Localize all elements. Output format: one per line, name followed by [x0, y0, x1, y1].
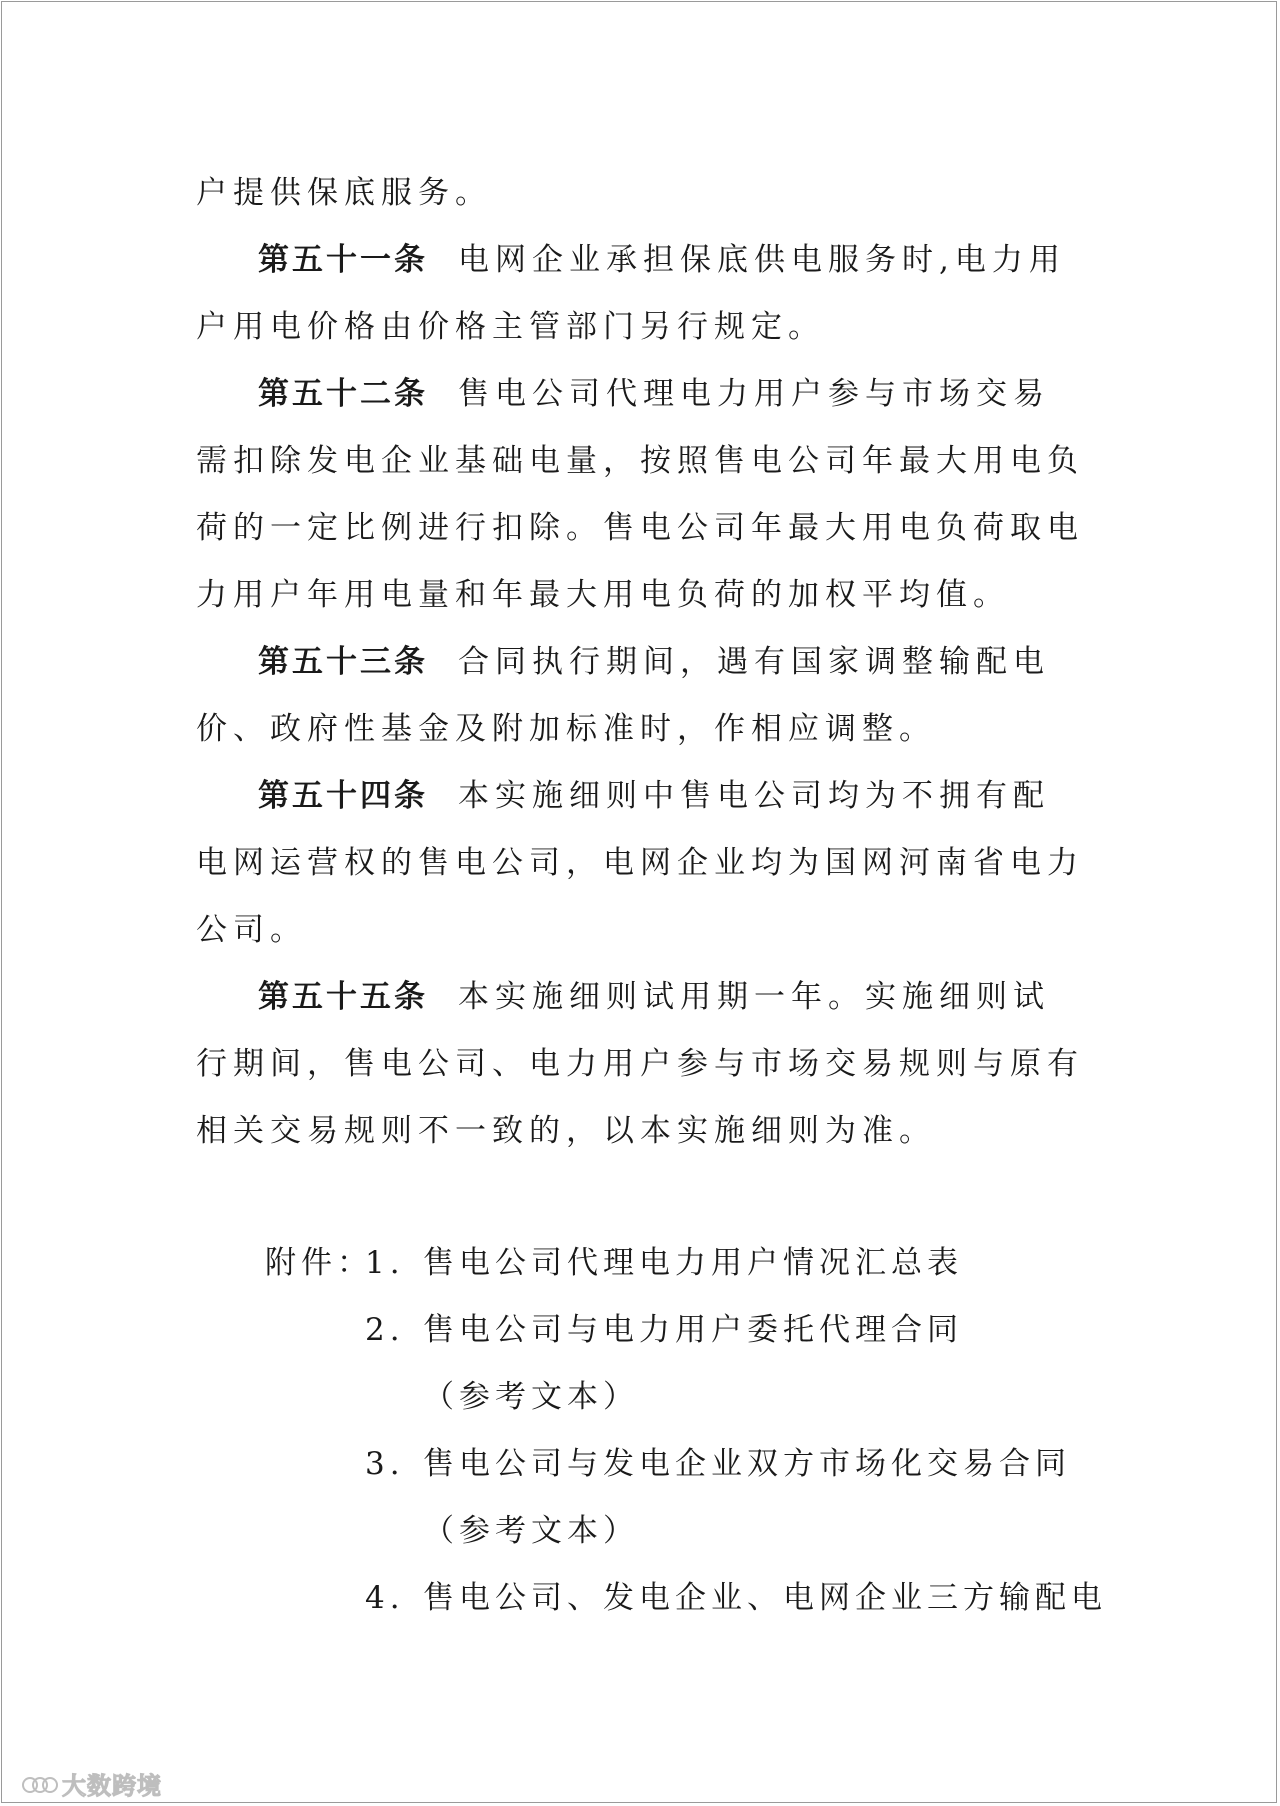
- article-heading: 第五十一条: [258, 242, 428, 278]
- attachment-title: 售电公司与电力用户委托代理合同: [423, 1312, 963, 1348]
- attachments-list: [265, 1230, 1107, 1632]
- attachment-item-3-note: [265, 1498, 1095, 1565]
- watermark: [22, 1766, 162, 1801]
- attachment-item-4: [265, 1565, 1107, 1632]
- article-55: [196, 964, 1086, 1165]
- article-text: 本实施细则试用期一年。实施细则试行期间，售电公司、电力用户参与市场交易规则与原有相关交易规则不一致的，以本实施细则为准。: [196, 979, 1084, 1149]
- attachment-title: 售电公司、发电企业、电网企业三方输配电: [423, 1580, 1107, 1616]
- attachment-number: 2.: [365, 1312, 405, 1348]
- attachment-note: （参考文本）: [423, 1513, 639, 1549]
- attachment-item-2-note: [265, 1364, 1095, 1431]
- attachment-title: 售电公司与发电企业双方市场化交易合同: [423, 1446, 1071, 1482]
- article-text: 合同执行期间，遇有国家调整输配电价、政府性基金及附加标准时，作相应调整。: [196, 644, 1050, 747]
- article-text: 本实施细则中售电公司均为不拥有配电网运营权的售电公司，电网企业均为国网河南省电力公司。: [196, 778, 1084, 948]
- article-heading: 第五十二条: [258, 376, 428, 412]
- document-body: [196, 160, 1086, 1165]
- attachment-item-2: [265, 1297, 1095, 1364]
- article-51: [196, 227, 1086, 361]
- attachment-number: 3.: [365, 1446, 405, 1482]
- article-53: [196, 629, 1086, 763]
- article-52: [196, 361, 1086, 629]
- article-heading: 第五十四条: [258, 778, 428, 814]
- article-54: [196, 763, 1086, 964]
- attachment-number: 4.: [365, 1580, 405, 1616]
- attachment-number: 1.: [365, 1245, 405, 1281]
- attachments-label: 附件：: [265, 1245, 373, 1281]
- attachment-note: （参考文本）: [423, 1379, 639, 1415]
- paragraph-text: 户提供保底服务。: [196, 175, 492, 211]
- attachment-title: 售电公司代理电力用户情况汇总表: [423, 1245, 963, 1281]
- article-heading: 第五十五条: [258, 979, 428, 1015]
- watermark-text: 大数跨境: [62, 1772, 162, 1800]
- article-text: 售电公司代理电力用户参与市场交易需扣除发电企业基础电量，按照售电公司年最大用电负荷的一定比例进行扣除。售电公司年最大用电负荷取电力用户年用电量和年最大用电负荷的加权平均值。: [196, 376, 1084, 613]
- article-heading: 第五十三条: [258, 644, 428, 680]
- watermark-logo-icon: [22, 1771, 56, 1797]
- paragraph-continuation: [196, 160, 1086, 227]
- article-text: 电网企业承担保底供电服务时,电力用户用电价格由价格主管部门另行规定。: [196, 242, 1066, 345]
- attachment-item-1: [265, 1230, 1095, 1297]
- attachment-item-3: [265, 1431, 1095, 1498]
